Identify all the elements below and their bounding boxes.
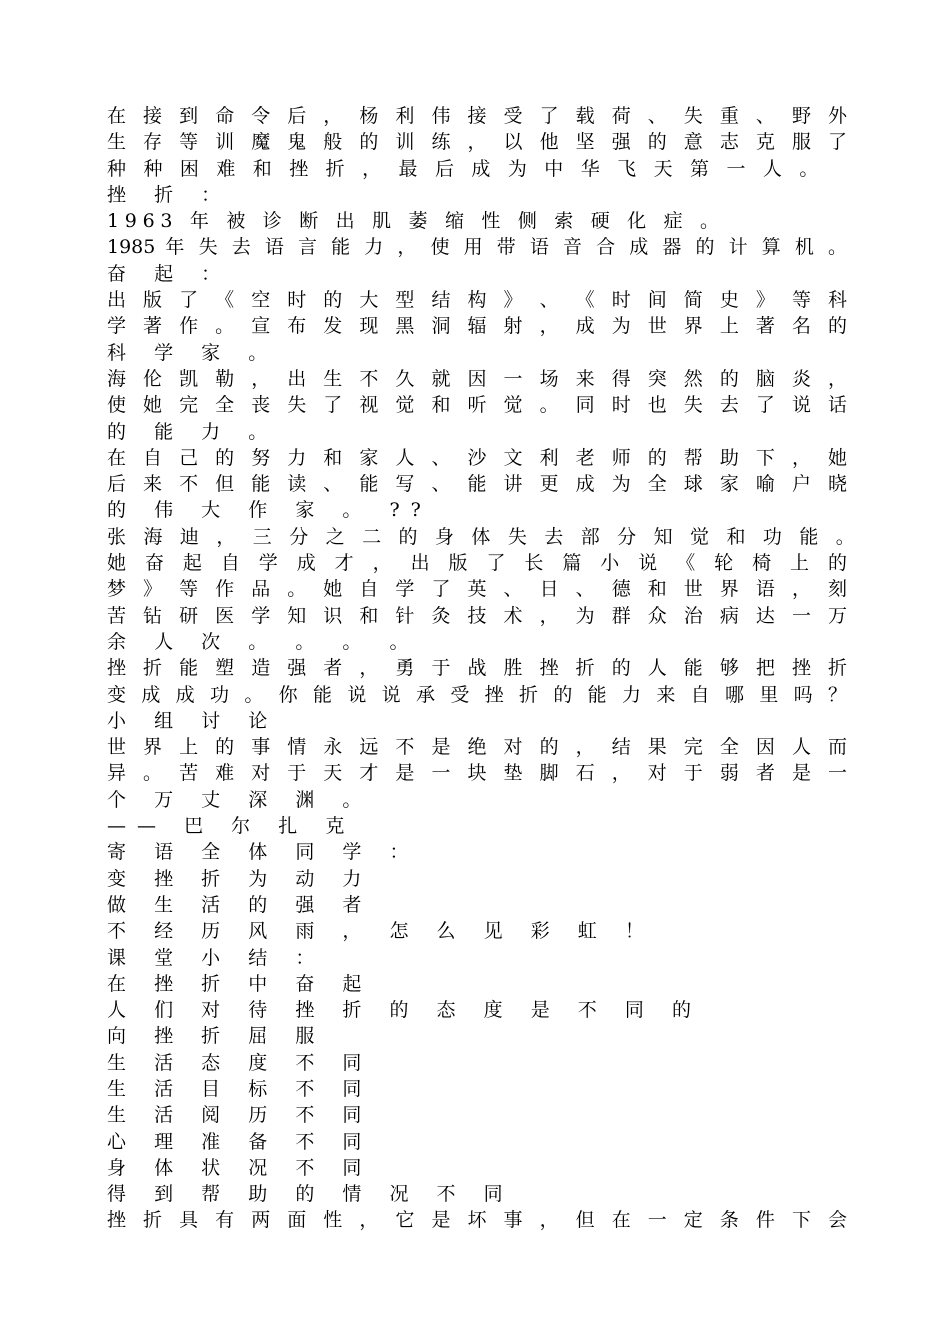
text-line: 做 生 活 的 强 者 (107, 893, 373, 916)
text-line: 海 伦 凯 勒 ， 出 生 不 久 就 因 一 场 来 得 突 然 的 脑 炎 ， (107, 367, 847, 390)
text-line: 她 奋 起 自 学 成 才 ， 出 版 了 长 篇 小 说 《 轮 椅 上 的 (107, 552, 847, 575)
text-line: 变 成 成 功 。 你 能 说 说 承 受 挫 折 的 能 力 来 自 哪 里 吗 ？ (107, 683, 847, 706)
text-line: 学 著 作 。 宣 布 发 现 黑 洞 辐 射 ， 成 为 世 界 上 著 名 的 (107, 315, 847, 338)
text-line: 身 体 状 况 不 同 (107, 1156, 373, 1179)
text-line: 挫 折 具 有 两 面 性 ， 它 是 坏 事 ， 但 在 一 定 条 件 下 会 (107, 1209, 847, 1232)
text-line: 生 活 目 标 不 同 (107, 1077, 373, 1100)
text-line: 心 理 准 备 不 同 (107, 1130, 373, 1153)
text-line: 在 自 己 的 努 力 和 家 人 、 沙 文 利 老 师 的 帮 助 下 ， 她 (107, 446, 847, 469)
text-line: 个 万 丈 深 渊 。 (107, 788, 373, 811)
text-line: 梦 》 等 作 品 。 她 自 学 了 英 、 日 、 德 和 世 界 语 ， 刻 (107, 578, 847, 601)
text-line: 不 经 历 风 雨 ， 怎 么 见 彩 虹 ！ (107, 920, 655, 943)
text-line: —— 巴 尔 扎 克 (107, 815, 356, 838)
text-line: 在 挫 折 中 奋 起 (107, 972, 373, 995)
text-line: 世 界 上 的 事 情 永 远 不 是 绝 对 的 ， 结 果 完 全 因 人 而 (107, 736, 847, 759)
text-line: 挫 折 ： (107, 183, 232, 206)
text-line: 在 接 到 命 令 后 ， 杨 利 伟 接 受 了 载 荷 、 失 重 、 野 外 (107, 105, 847, 127)
text-line: 的 能 力 。 (107, 420, 279, 443)
text-line: 苦 钻 研 医 学 知 识 和 针 灸 技 术 ， 为 群 众 治 病 达 一 万 (107, 604, 847, 627)
text-line: 寄 语 全 体 同 学 ： (107, 841, 420, 864)
text-line: 小 组 讨 论 (107, 709, 279, 732)
text-line: 后 来 不 但 能 读 、 能 写 、 能 讲 更 成 为 全 球 家 喻 户 晓 (107, 473, 847, 496)
document-body (107, 103, 861, 1234)
text-line: 的 伟 大 作 家 。 ?? (107, 499, 432, 522)
text-line: 变 挫 折 为 动 力 (107, 867, 373, 890)
text-line: 生 活 阅 历 不 同 (107, 1104, 373, 1127)
text-line: 科 学 家 。 (107, 341, 279, 364)
text-line: 1985 年 失 去 语 言 能 力 ， 使 用 带 语 音 合 成 器 的 计 算 机 。 (107, 236, 847, 259)
text-line: 使 她 完 全 丧 失 了 视 觉 和 听 觉 。 同 时 也 失 去 了 说 话 (107, 394, 847, 417)
text-line: 向 挫 折 屈 服 (107, 1025, 326, 1048)
text-line: 1963 年 被 诊 断 出 肌 萎 缩 性 侧 索 硬 化 症 。 (107, 210, 725, 233)
text-line: 出 版 了 《 空 时 的 大 型 结 构 》 、 《 时 间 简 史 》 等 科 (107, 289, 847, 312)
text-line: 张 海 迪 ， 三 分 之 二 的 身 体 失 去 部 分 知 觉 和 功 能 。 (107, 525, 861, 548)
text-line: 挫 折 能 塑 造 强 者 ， 勇 于 战 胜 挫 折 的 人 能 够 把 挫 折 (107, 657, 847, 680)
text-line: 奋 起 ： (107, 262, 232, 285)
text-line: 生 活 态 度 不 同 (107, 1051, 373, 1074)
text-line: 课 堂 小 结 ： (107, 946, 326, 969)
text-line: 种 种 困 难 和 挫 折 ， 最 后 成 为 中 华 飞 天 第 一 人 。 (107, 157, 825, 180)
text-line: 生 存 等 训 魔 鬼 般 的 训 练 ， 以 他 坚 强 的 意 志 克 服 了 (107, 131, 847, 154)
text-line: 余 人 次 。 。 。 。 (107, 630, 420, 653)
text-line: 人 们 对 待 挫 折 的 态 度 是 不 同 的 (107, 999, 702, 1022)
text-line: 异 。 苦 难 对 于 天 才 是 一 块 垫 脚 石 ， 对 于 弱 者 是 一 (107, 762, 847, 785)
text-line: 得 到 帮 助 的 情 况 不 同 (107, 1183, 514, 1206)
